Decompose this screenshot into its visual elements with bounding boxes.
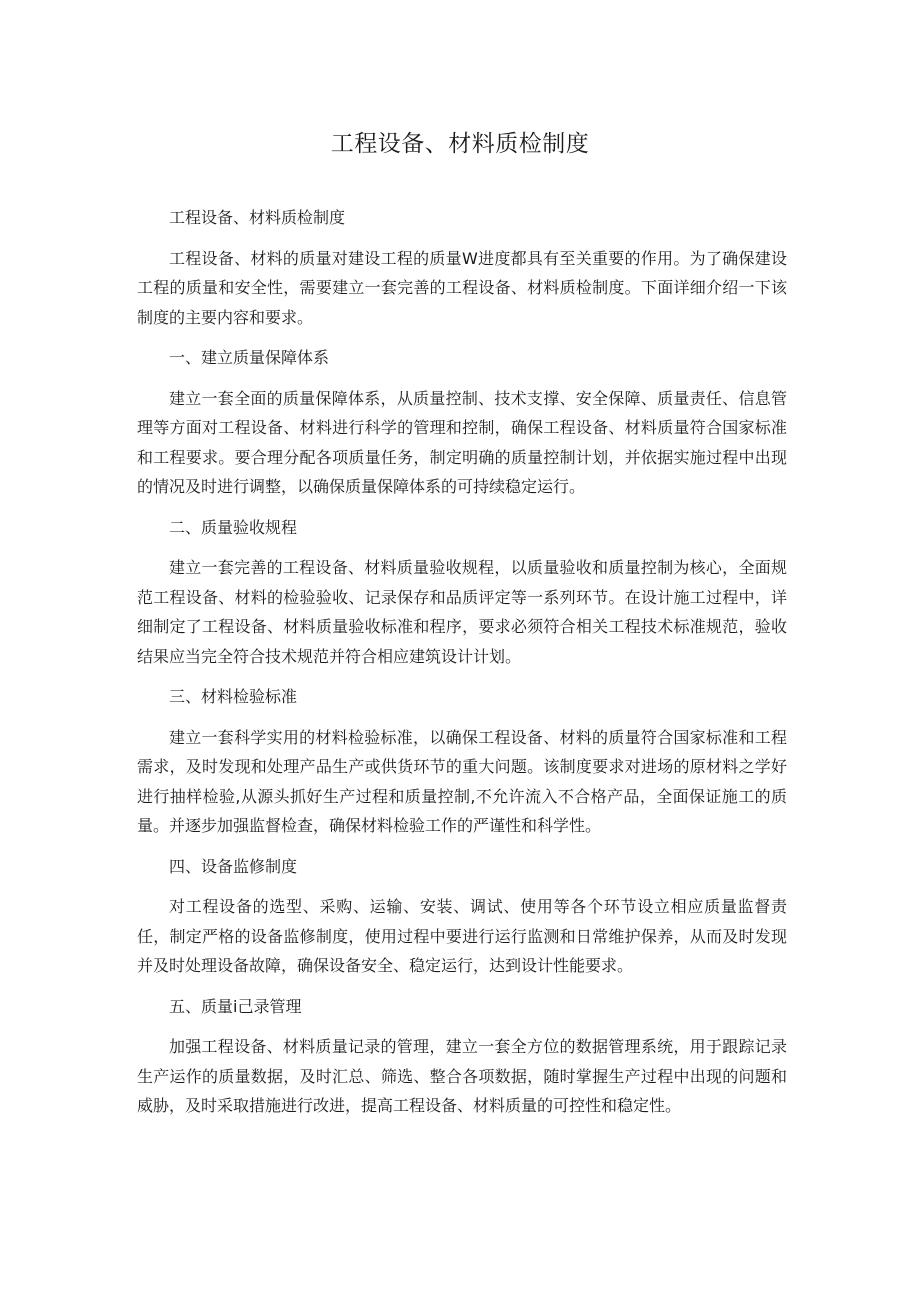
section-body-5: 加强工程设备、材料质量记录的管理，建立一套全方位的数据管理系统，用于跟踪记录生产运作的质量数据，及时汇总、筛选、整合各项数据，随时掌握生产过程中出现的问题和威胁，及时采取措施进行改进，提高工程设备、材料质量的可控性和稳定性。 xyxy=(137,1037,787,1115)
page-title: 工程设备、材料质检制度 xyxy=(330,131,590,157)
intro-paragraph: 工程设备、材料的质量对建设工程的质量W进度都具有至关重要的作用。为了确保建设工程的质量和安全性，需要建立一套完善的工程设备、材料质检制度。下面详细介绍一下该制度的主要内容和要求。 xyxy=(137,248,787,327)
document-body xyxy=(137,203,787,1121)
section-heading-3: 三、材料检验标准 xyxy=(169,687,298,706)
section-body-1: 建立一套全面的质量保障体系，从质量控制、技术支撑、安全保障、质量责任、信息管理等方面对工程设备、材料进行科学的管理和控制，确保工程设备、材料质量符合国家标准和工程要求。要合理分配各项质量任务，制定明确的质量控制计划，并依据实施过程中出现的情况及时进行调整，以确保质量保障体系的可持续稳定运行。 xyxy=(137,388,787,496)
section-heading-1: 一、建立质量保障体系 xyxy=(169,348,330,367)
section-body-4: 对工程设备的选型、采购、运输、安装、调试、使用等各个环节设立相应质量监督责任，制定严格的设备监修制度，使用过程中要进行运行监测和日常维护保养，从而及时发现并及时处理设备故障，确保设备安全、稳定运行，达到设计性能要求。 xyxy=(137,897,787,975)
document-subtitle: 工程设备、材料质检制度 xyxy=(169,208,346,227)
section-body-3: 建立一套科学实用的材料检验标准，以确保工程设备、材料的质量符合国家标准和工程需求，及时发现和处理产品生产或供货环节的重大问题。该制度要求对进场的原材料之学好进行抽样检验,从源头抓好生产过程和质量控制,不允许流入不合格产品，全面保证施工的质量。并逐步加强监督检查，确保材料检验工作的严谨性和科学性。 xyxy=(137,727,787,835)
section-heading-2: 二、质量验收规程 xyxy=(169,517,298,537)
section-heading-4: 四、设备监修制度 xyxy=(169,856,298,876)
section-body-2: 建立一套完善的工程设备、材料质量验收规程，以质量验收和质量控制为核心，全面规范工程设备、材料的检验验收、记录保存和品质评定等一系列环节。在设计施工过程中，详细制定了工程设备、材料质量验收标准和程序，要求必须符合相关工程技术标准规范，验收结果应当完全符合技术规范并符合相应建筑设计计划。 xyxy=(137,558,787,666)
section-heading-5: 五、质量i己录管理 xyxy=(169,996,302,1016)
